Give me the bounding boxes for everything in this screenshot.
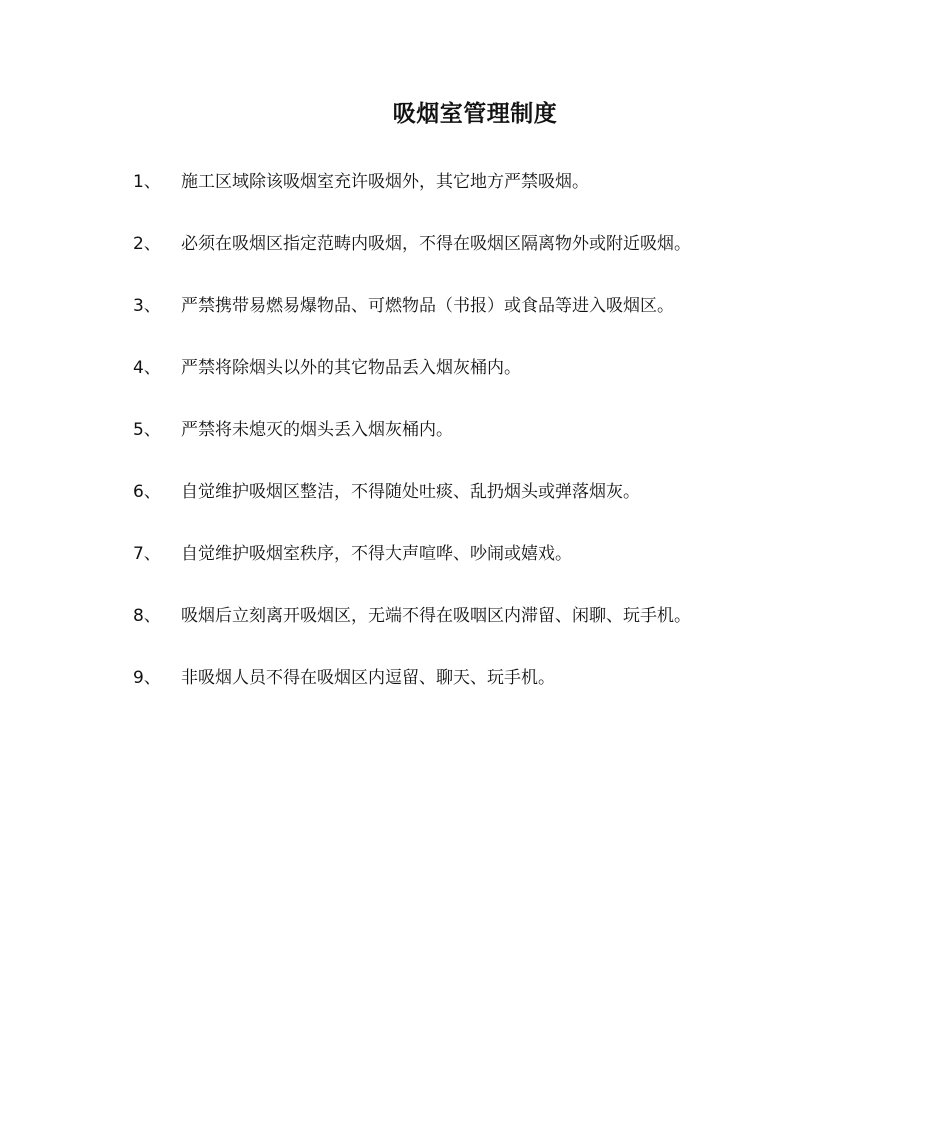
rule-item-9 xyxy=(0,664,950,726)
rule-number: 4、 xyxy=(133,358,161,378)
rule-number: 9、 xyxy=(133,668,161,688)
rule-item-8 xyxy=(0,602,950,664)
rule-item-3 xyxy=(0,292,950,354)
rule-item-5 xyxy=(0,416,950,478)
rules-list xyxy=(0,168,950,726)
page-title: 吸烟室管理制度 xyxy=(392,101,558,127)
rule-item-2 xyxy=(0,230,950,292)
rule-item-1 xyxy=(0,168,950,230)
rule-number: 2、 xyxy=(133,234,161,254)
rule-text: 必须在吸烟区指定范畴内吸烟，不得在吸烟区隔离物外或附近吸烟。 xyxy=(181,234,691,254)
rule-text: 非吸烟人员不得在吸烟区内逗留、聊天、玩手机。 xyxy=(181,668,555,688)
rule-item-4 xyxy=(0,354,950,416)
rule-text: 自觉维护吸烟室秩序，不得大声喧哗、吵闹或嬉戏。 xyxy=(181,544,572,564)
rule-text: 严禁携带易燃易爆物品、可燃物品（书报）或食品等进入吸烟区。 xyxy=(181,296,674,316)
rule-number: 7、 xyxy=(133,544,161,564)
rule-text: 施工区域除该吸烟室充许吸烟外，其它地方严禁吸烟。 xyxy=(181,172,589,192)
rule-text: 吸烟后立刻离开吸烟区，无端不得在吸咽区内滞留、闲聊、玩手机。 xyxy=(181,606,691,626)
rule-text: 严禁将除烟头以外的其它物品丢入烟灰桶内。 xyxy=(181,358,521,378)
rule-number: 8、 xyxy=(133,606,161,626)
rule-text: 自觉维护吸烟区整洁，不得随处吐痰、乱扔烟头或弹落烟灰。 xyxy=(181,482,640,502)
rule-number: 3、 xyxy=(133,296,161,316)
rule-number: 1、 xyxy=(133,172,161,192)
rule-item-7 xyxy=(0,540,950,602)
rule-number: 6、 xyxy=(133,482,161,502)
rule-item-6 xyxy=(0,478,950,540)
rule-number: 5、 xyxy=(133,420,161,440)
rule-text: 严禁将未熄灭的烟头丢入烟灰桶内。 xyxy=(181,420,453,440)
